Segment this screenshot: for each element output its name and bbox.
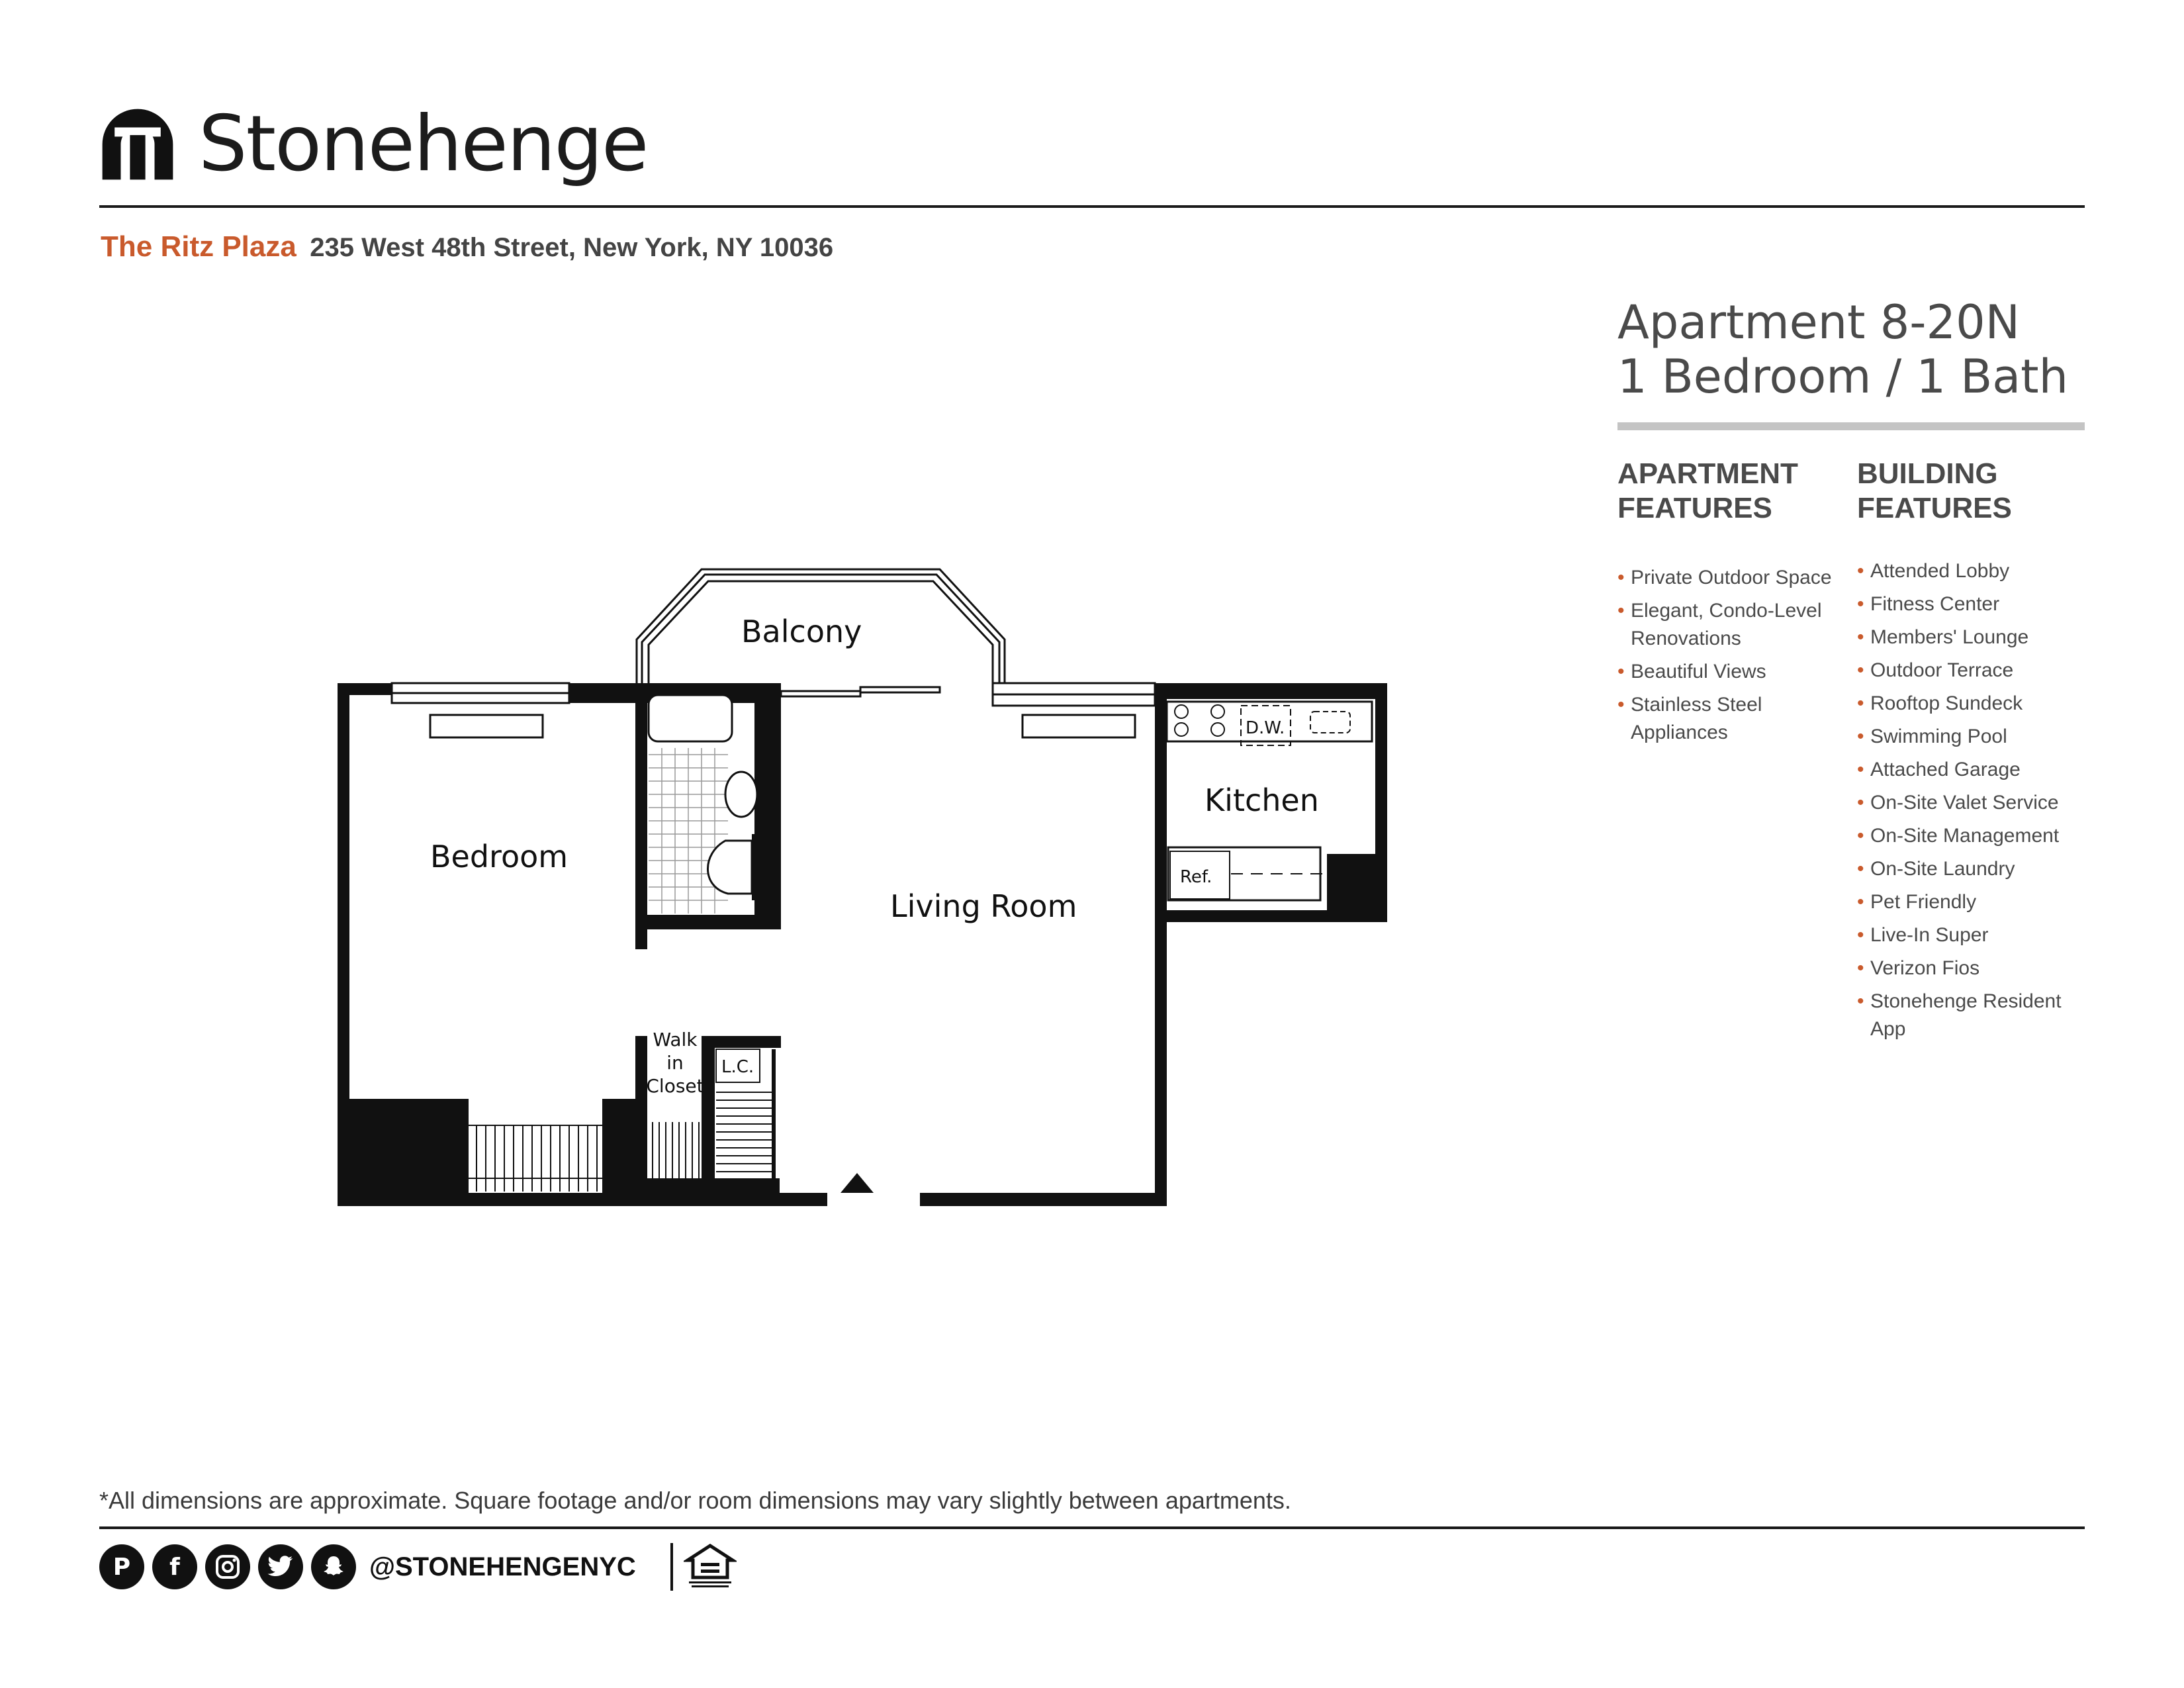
bullet-icon: •: [1857, 891, 1864, 913]
dishwasher-label: D.W.: [1246, 718, 1285, 738]
bullet-icon: •: [1617, 567, 1625, 588]
building-feature-item-label: Swimming Pool: [1870, 726, 2007, 747]
bullet-icon: •: [1617, 600, 1625, 622]
building-features-heading-line1: BUILDING: [1857, 457, 1998, 490]
disclaimer: *All dimensions are approximate. Square footage and/or room dimensions may vary slightly between apartments.: [99, 1487, 1291, 1514]
building-feature-item-label: Attached Garage: [1870, 759, 2021, 780]
building-feature-item: [1857, 789, 2085, 817]
building-feature-item: [1857, 624, 2085, 651]
balcony-door: [781, 687, 940, 696]
apartment-feature-item: [1617, 564, 1856, 592]
building-features-heading: [1857, 457, 2012, 526]
apartment-feature-item: [1617, 597, 1856, 653]
building-feature-item-label: On-Site Laundry: [1870, 858, 2015, 880]
social-bar: [99, 1542, 737, 1591]
property-line: [101, 230, 833, 263]
bullet-icon: •: [1857, 626, 1864, 648]
building-feature-item: [1857, 921, 2085, 949]
building-feature-item: [1857, 557, 2085, 585]
apartment-features-list: [1617, 564, 1856, 752]
building-feature-item-label: Members' Lounge: [1870, 626, 2029, 648]
apartment-features-heading-line1: APARTMENT: [1617, 457, 1798, 490]
bedroom-label: Bedroom: [430, 839, 569, 874]
bullet-icon: •: [1857, 560, 1864, 582]
walk-in-closet-label-line1: Walk: [653, 1029, 698, 1051]
building-feature-item-label: Rooftop Sundeck: [1870, 692, 2023, 714]
property-name: The Ritz Plaza: [101, 230, 296, 263]
bullet-icon: •: [1617, 661, 1625, 682]
bullet-icon: •: [1857, 692, 1864, 714]
walk-in-closet-label-line3: Closet: [646, 1075, 704, 1097]
building-feature-item-label: Live-In Super: [1870, 924, 1989, 946]
building-feature-item-label: Fitness Center: [1870, 593, 2000, 615]
bullet-icon: •: [1857, 659, 1864, 681]
balcony-label: Balcony: [741, 614, 862, 649]
apartment-feature-item-label: Stainless Steel Appliances: [1631, 694, 1762, 743]
facebook-icon[interactable]: f: [152, 1544, 197, 1589]
bedroom-window: [392, 683, 569, 737]
building-feature-item: [1857, 657, 2085, 684]
building-feature-item-label: Stonehenge Resident App: [1870, 990, 2062, 1040]
bullet-icon: •: [1857, 792, 1864, 814]
building-feature-item: [1857, 822, 2085, 850]
brand-header: [99, 99, 648, 189]
living-room-window: [993, 683, 1155, 737]
apartment-title: [1617, 295, 2068, 404]
living-room-label: Living Room: [890, 888, 1077, 924]
apartment-layout: 1 Bedroom / 1 Bath: [1617, 350, 2068, 404]
footer-separator: [670, 1543, 673, 1591]
bullet-icon: •: [1857, 726, 1864, 747]
apartment-features-heading-line2: FEATURES: [1617, 492, 1772, 524]
pinterest-icon[interactable]: P: [99, 1544, 144, 1589]
brand-name: Stonehenge: [199, 99, 648, 189]
apartment-number: Apartment 8-20N: [1617, 295, 2020, 350]
building-features-list: [1857, 557, 2085, 1049]
footer-divider: [99, 1526, 2085, 1529]
building-feature-item: [1857, 855, 2085, 883]
apartment-feature-item-label: Elegant, Condo-Level Renovations: [1631, 600, 1822, 649]
building-feature-item-label: Attended Lobby: [1870, 560, 2010, 582]
stonehenge-logo-icon: [99, 106, 176, 183]
bullet-icon: •: [1857, 924, 1864, 946]
bathroom: [635, 683, 781, 949]
equal-housing-opportunity: [670, 1542, 737, 1591]
twitter-icon[interactable]: [258, 1544, 303, 1589]
bullet-icon: •: [1857, 759, 1864, 780]
bullet-icon: •: [1857, 990, 1864, 1012]
equal-housing-opportunity-icon: [684, 1543, 737, 1591]
snapchat-icon[interactable]: [311, 1544, 356, 1589]
instagram-icon[interactable]: [205, 1544, 250, 1589]
bullet-icon: •: [1857, 593, 1864, 615]
building-feature-item: [1857, 756, 2085, 784]
building-feature-item-label: Outdoor Terrace: [1870, 659, 2014, 681]
building-feature-item: [1857, 723, 2085, 751]
linen-closet-label: L.C.: [721, 1057, 754, 1077]
bullet-icon: •: [1617, 694, 1625, 716]
building-feature-item-label: On-Site Valet Service: [1870, 792, 2059, 814]
bullet-icon: •: [1857, 825, 1864, 847]
walk-in-closet-label-line2: in: [666, 1052, 684, 1074]
building-feature-item: [1857, 690, 2085, 718]
building-feature-item-label: Pet Friendly: [1870, 891, 1977, 913]
apartment-features-heading: [1617, 457, 1798, 526]
bullet-icon: •: [1857, 858, 1864, 880]
property-address: 235 West 48th Street, New York, NY 10036: [310, 233, 834, 262]
header-divider: [99, 205, 2085, 208]
building-feature-item: [1857, 988, 2085, 1043]
social-handle[interactable]: @STONEHENGENYC: [369, 1552, 636, 1581]
closets: [635, 1036, 781, 1201]
building-feature-item-label: On-Site Management: [1870, 825, 2060, 847]
floor-plan: [331, 563, 1390, 1225]
building-feature-item: [1857, 888, 2085, 916]
apartment-feature-item-label: Private Outdoor Space: [1631, 567, 1832, 588]
refrigerator-label: Ref.: [1180, 867, 1212, 887]
apartment-feature-item-label: Beautiful Views: [1631, 661, 1766, 682]
building-feature-item: [1857, 955, 2085, 982]
building-feature-item: [1857, 590, 2085, 618]
apartment-feature-item: [1617, 658, 1856, 686]
bullet-icon: •: [1857, 957, 1864, 979]
building-features-heading-line2: FEATURES: [1857, 492, 2012, 524]
apartment-feature-item: [1617, 691, 1856, 747]
kitchen-label: Kitchen: [1205, 782, 1319, 818]
building-feature-item-label: Verizon Fios: [1870, 957, 1980, 979]
bedroom-closet: [349, 1099, 637, 1195]
title-underline: [1617, 422, 2085, 430]
